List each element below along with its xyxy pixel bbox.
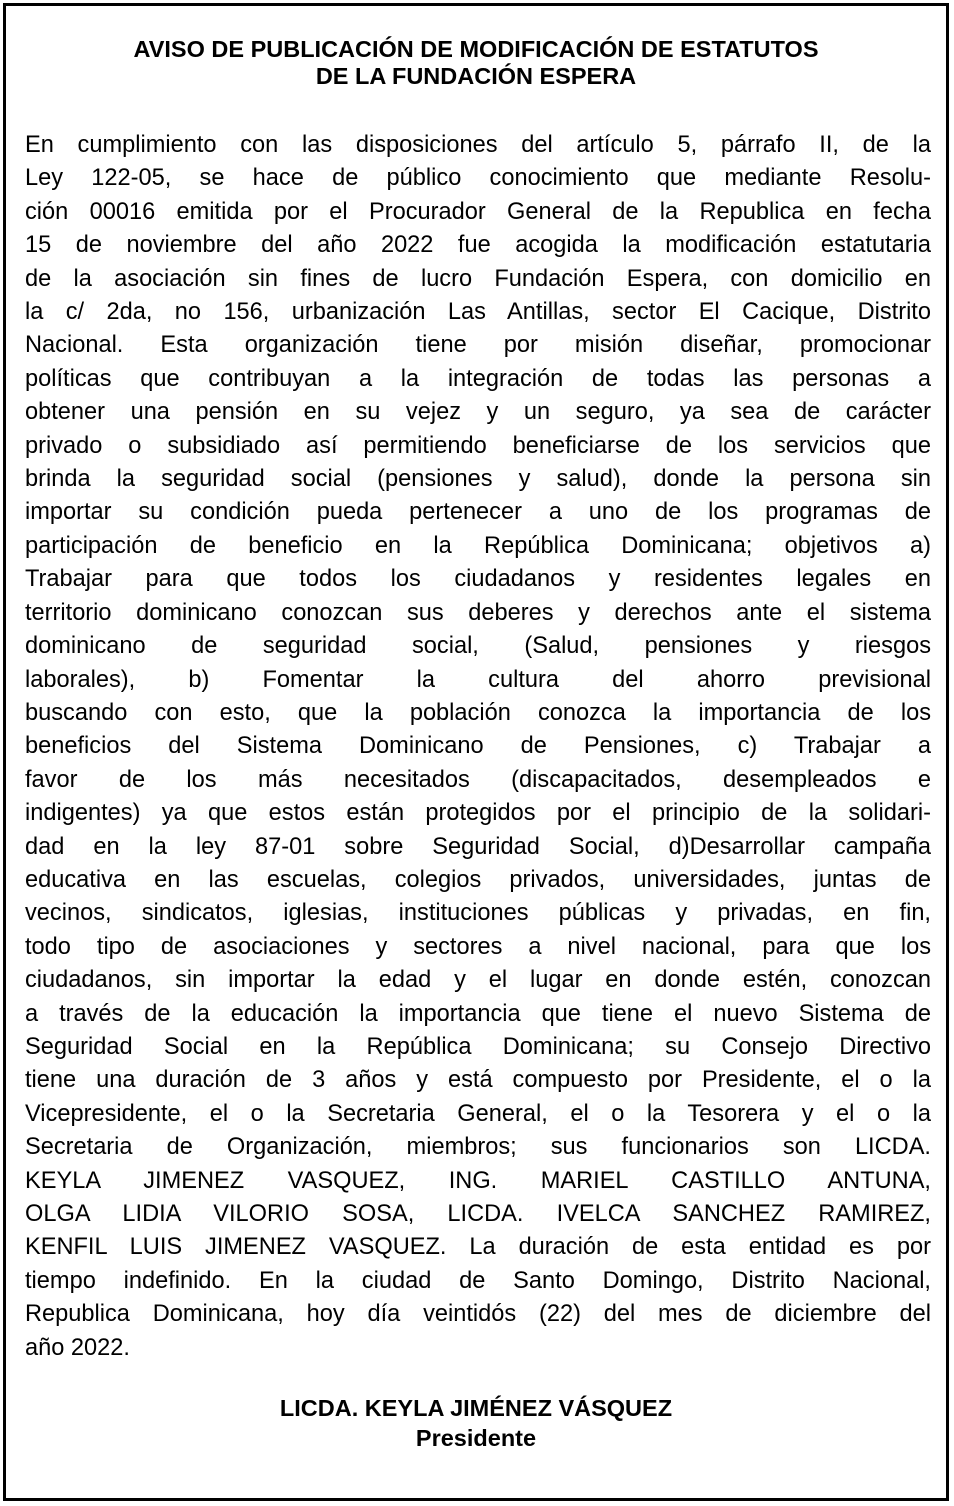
body-line: Trabajar para que todos los ciudadanos y residentes legales en — [25, 566, 931, 593]
body-line: importar su condición pueda pertenecer a uno de los programas de — [25, 499, 931, 526]
body-line: tiene una duración de 3 años y está compuesto por Presidente, el o la — [25, 1067, 931, 1094]
body-line: obtener una pensión en su vejez y un seguro, ya sea de carácter — [25, 399, 931, 426]
body-line: brinda la seguridad social (pensiones y salud), donde la persona sin — [25, 466, 931, 493]
body-line: Nacional. Esta organización tiene por misión diseñar, promocionar — [25, 332, 931, 359]
notice-border-frame — [3, 3, 949, 1501]
signature-block — [6, 1393, 946, 1453]
body-line: favor de los más necesitados (discapacitados, desempleados e — [25, 766, 931, 793]
signatory-role: Presidente — [415, 1425, 537, 1451]
notice-title — [6, 36, 946, 90]
body-line: territorio dominicano conozcan sus deberes y derechos ante el sistema — [25, 599, 931, 626]
body-line: beneficios del Sistema Dominicano de Pensiones, c) Trabajar a — [25, 733, 931, 760]
body-line: de la asociación sin fines de lucro Fundación Espera, con domicilio en — [25, 265, 931, 292]
body-line: Republica Dominicana, hoy día veintidós (22) del mes de diciembre del — [25, 1301, 931, 1328]
body-line: a través de la educación la importancia que tiene el nuevo Sistema de — [25, 1000, 931, 1027]
body-line: participación de beneficio en la República Dominicana; objetivos a) — [25, 532, 931, 559]
body-line: vecinos, sindicatos, iglesias, instituciones públicas y privadas, en fin, — [25, 900, 931, 927]
body-line: todo tipo de asociaciones y sectores a nivel nacional, para que los — [25, 933, 931, 960]
notice-body — [25, 129, 931, 1365]
notice-title-line-1: AVISO DE PUBLICACIÓN DE MODIFICACIÓN DE ESTATUTOS — [133, 36, 819, 62]
body-line: Vicepresidente, el o la Secretaria General, el o la Tesorera y el o la — [25, 1100, 931, 1127]
body-line: laborales), b) Fomentar la cultura del ahorro previsional — [25, 666, 931, 693]
notice-title-line-2: DE LA FUNDACIÓN ESPERA — [315, 63, 637, 89]
body-line: 15 de noviembre del año 2022 fue acogida la modificación estatutaria — [25, 232, 931, 259]
body-line: políticas que contribuyan a la integración de todas las personas a — [25, 365, 931, 392]
body-line: OLGA LIDIA VILORIO SOSA, LICDA. IVELCA SANCHEZ RAMIREZ, — [25, 1201, 931, 1227]
body-line-final: año 2022. — [25, 1334, 130, 1361]
body-line: ción 00016 emitida por el Procurador General de la Republica en fecha — [25, 198, 931, 225]
body-line: dominicano de seguridad social, (Salud, pensiones y riesgos — [25, 633, 931, 660]
body-line: tiempo indefinido. En la ciudad de Santo Domingo, Distrito Nacional, — [25, 1267, 931, 1294]
signatory-name: LICDA. KEYLA JIMÉNEZ VÁSQUEZ — [279, 1395, 673, 1421]
body-line: buscando con esto, que la población conozca la importancia de los — [25, 699, 931, 726]
body-line: dad en la ley 87-01 sobre Seguridad Social, d)Desarrollar campaña — [25, 833, 931, 860]
body-line: KEYLA JIMENEZ VASQUEZ, ING. MARIEL CASTILLO ANTUNA, — [25, 1167, 931, 1194]
body-line: Seguridad Social en la República Dominicana; su Consejo Directivo — [25, 1033, 931, 1060]
body-line: indigentes) ya que estos están protegidos por el principio de la solidari- — [25, 800, 931, 827]
body-line: la c/ 2da, no 156, urbanización Las Antillas, sector El Cacique, Distrito — [25, 299, 931, 326]
body-line: Ley 122-05, se hace de público conocimiento que mediante Resolu- — [25, 165, 931, 192]
body-line: En cumplimiento con las disposiciones del artículo 5, párrafo II, de la — [25, 132, 931, 158]
body-line: ciudadanos, sin importar la edad y el lugar en donde estén, conozcan — [25, 967, 931, 994]
body-line: educativa en las escuelas, colegios privados, universidades, juntas de — [25, 866, 931, 893]
body-line: privado o subsidiado así permitiendo beneficiarse de los servicios que — [25, 432, 931, 459]
body-line: KENFIL LUIS JIMENEZ VASQUEZ. La duración de esta entidad es por — [25, 1234, 931, 1261]
body-line: Secretaria de Organización, miembros; sus funcionarios son LICDA. — [25, 1134, 931, 1161]
